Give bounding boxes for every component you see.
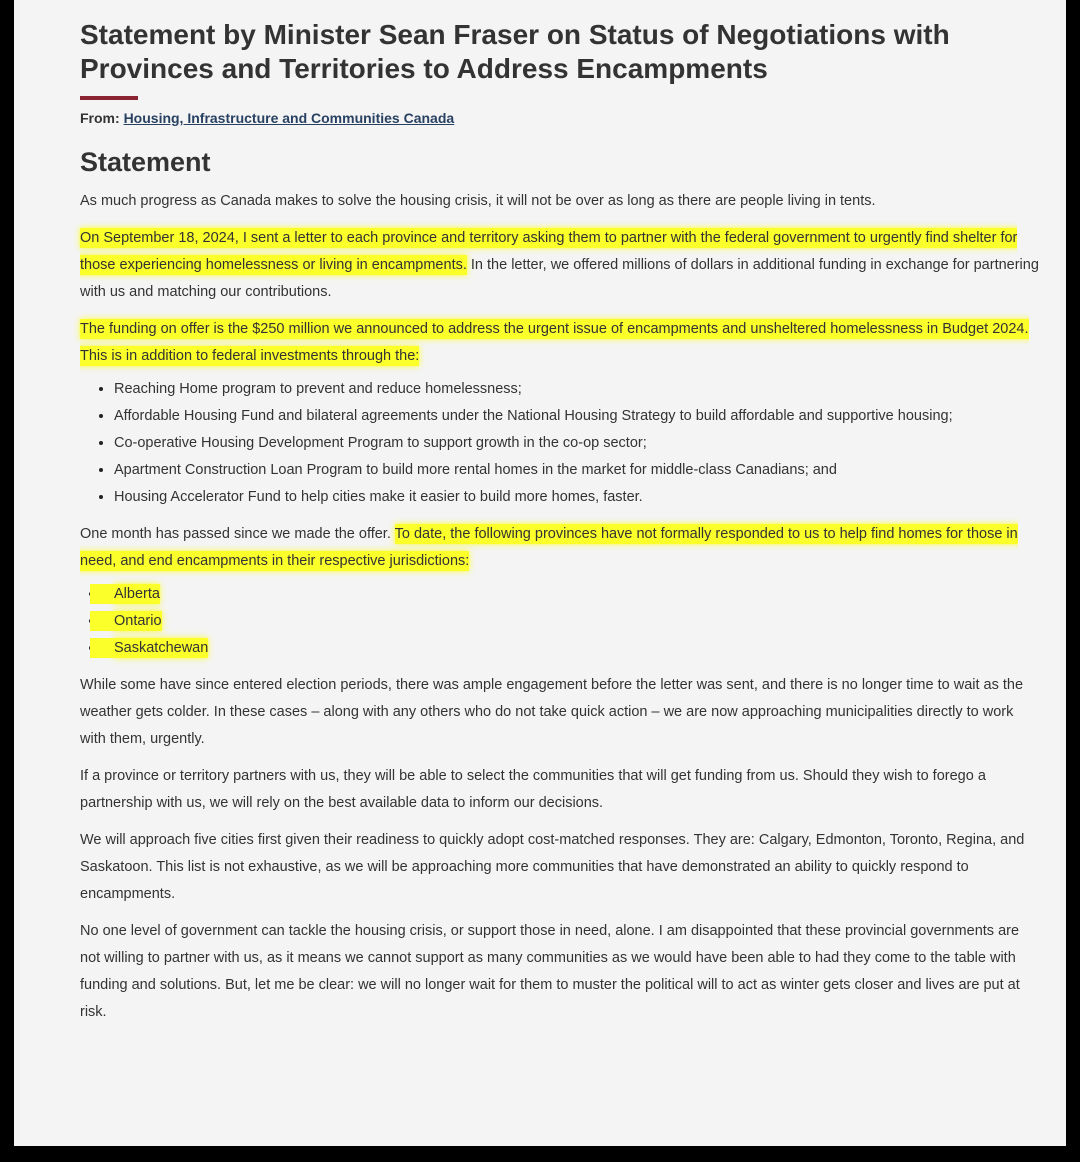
- list-item: [104, 608, 1040, 635]
- paragraph-closing: No one level of government can tackle the housing crisis, or support those in need, alone. I am disappointed that these provincial governments are not willing to partner with us, as it means we cannot support as many communities as we would have been able to had they come to the table with funding and solutions. But, let me be clear: we will no longer wait for them to muster the political will to act as winter gets closer and lives are put at risk.: [80, 923, 1020, 1020]
- from-label: From:: [80, 110, 120, 126]
- highlighted-text: The funding on offer is the $250 million we announced to address the urgent issue of encampments and unsheltered homelessness in Budget 2024. This is in addition to federal investments through the:: [80, 321, 1029, 364]
- investment-list: [80, 376, 1040, 511]
- from-line: [80, 110, 1040, 126]
- statement-content: [80, 18, 1040, 1026]
- paragraph-cities: We will approach five cities first given their readiness to quickly adopt cost-matched responses. They are: Calgary, Edmonton, Toronto, Regina, and Saskatoon. This list is not exhaustive, as we will be approaching more communities that have demonstrated an ability to quickly respond to encampments.: [80, 832, 1025, 902]
- section-heading: Statement: [80, 147, 211, 177]
- province-name: Alberta: [114, 586, 160, 602]
- paragraph-text: One month has passed since we made the offer.: [80, 526, 395, 542]
- list-item: • Affordable Housing Fund and bilateral agreements under the National Housing Strategy to build affordable and supportive housing;: [114, 403, 1040, 430]
- title-underline: [80, 96, 138, 100]
- list-item: [104, 581, 1040, 608]
- paragraph-intro: As much progress as Canada makes to solve the housing crisis, it will not be over as long as there are people living in tents.: [80, 193, 876, 209]
- list-item: • Co-operative Housing Development Program to support growth in the co-op sector;: [114, 430, 1040, 457]
- list-item: • Housing Accelerator Fund to help cities make it easier to build more homes, faster.: [114, 484, 1040, 511]
- department-link[interactable]: Housing, Infrastructure and Communities Canada: [123, 110, 455, 126]
- list-item: [104, 635, 1040, 662]
- page-title: Statement by Minister Sean Fraser on Status of Negotiations with Provinces and Territories to Address Encampments: [80, 19, 950, 84]
- paragraph-text: In the letter, we offered millions of dollars in additional funding in exchange for partnering with us and matching our contributions.: [80, 257, 1039, 300]
- province-name: Ontario: [114, 613, 162, 629]
- highlighted-text: On September 18, 2024, I sent a letter to each province and territory asking them to partner with the federal government to urgently find shelter for those experiencing homelessness or living in encampments.: [80, 230, 1018, 273]
- highlighted-text: To date, the following provinces have not formally responded to us to help find homes for those in need, and end encampments in their respective jurisdictions:: [80, 526, 1018, 569]
- paragraph-communities: If a province or territory partners with us, they will be able to select the communities that will get funding from us. Should they wish to forego a partnership with us, we will rely on the best available data to inform our decisions.: [80, 768, 986, 811]
- province-name: Saskatchewan: [114, 640, 209, 656]
- province-list: [80, 581, 1040, 662]
- list-item: • Reaching Home program to prevent and reduce homelessness;: [114, 376, 1040, 403]
- paragraph-letter: [80, 225, 1040, 306]
- paragraph-municipalities: While some have since entered election periods, there was ample engagement before the letter was sent, and there is no longer time to wait as the weather gets colder. In these cases – along with any others who do not take quick action – we are now approaching municipalities directly to work with them, urgently.: [80, 677, 1024, 747]
- list-item: • Apartment Construction Loan Program to build more rental homes in the market for middle-class Canadians; and: [114, 457, 1040, 484]
- paragraph-funding: [80, 316, 1040, 370]
- document-page: [14, 0, 1066, 1146]
- paragraph-provinces: [80, 521, 1040, 575]
